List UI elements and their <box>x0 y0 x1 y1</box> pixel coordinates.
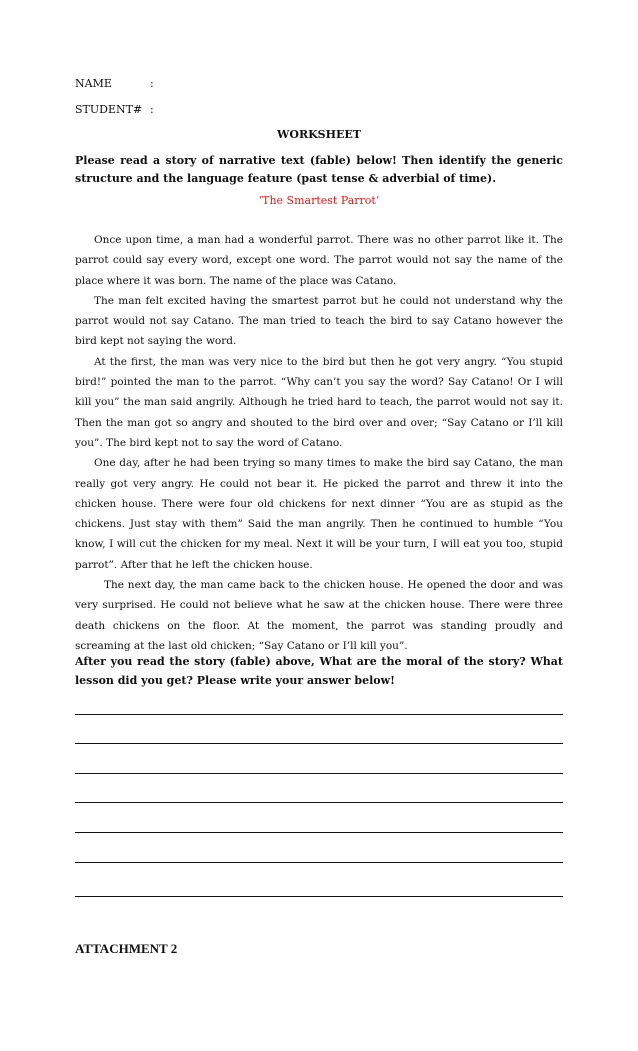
answer-line-4[interactable] <box>75 802 563 803</box>
story-paragraph-2: The man felt excited having the smartest parrot but he could not understand why the parrot would not say Catano. The man tried to teach the bird to say Catano however the bird kept not saying the word. <box>75 294 563 348</box>
student-number-field <box>75 103 154 116</box>
instructions: Please read a story of narrative text (fable) below! Then identify the generic structure and the language feature (past tense & adverbial of time). <box>75 154 563 185</box>
name-colon: : <box>150 77 154 90</box>
story-paragraph-3: At the first, the man was very nice to the bird but then he got very angry. “You stupid bird!” pointed the man to the parrot. “Why can’t you say the word? Say Catano! Or I will kill you” the man said angrily. Although he tried hard to teach, the parrot would not say it. Then the man got so angry and shouted to the bird over and over; “Say Catano or I’ll kill you”. The bird kept not to say the word of Catano. <box>75 355 563 449</box>
worksheet-title: WORKSHEET <box>277 128 361 141</box>
attachment-heading: ATTACHMENT 2 <box>75 941 178 956</box>
story-paragraph-5: The next day, the man came back to the chicken house. He opened the door and was very surprised. He could not believe what he saw at the chicken house. There were three death chickens on the floor. At the moment, the parrot was standing proudly and screaming at the last old chicken; “Say Catano or I’ll kill you”. <box>75 579 563 652</box>
answer-line-7[interactable] <box>75 896 563 897</box>
student-number-label: STUDENT# <box>75 103 143 116</box>
answer-line-6[interactable] <box>75 862 563 863</box>
moral-question: After you read the story (fable) above, What are the moral of the story? What lesson did you get? Please write your answer below! <box>75 655 563 687</box>
answer-line-1[interactable] <box>75 714 563 715</box>
name-label: NAME <box>75 77 112 90</box>
answer-line-5[interactable] <box>75 832 563 833</box>
story-title: ‘The Smartest Parrot’ <box>258 194 380 207</box>
answer-line-2[interactable] <box>75 743 563 744</box>
story-paragraph-4: One day, after he had been trying so many times to make the bird say Catano, the man really got very angry. He could not bear it. He picked the parrot and threw it into the chicken house. There were four old chickens for next dinner “You are as stupid as the chickens. Just stay with them” Said the man angrily. Then he continued to humble “You know, I will cut the chicken for my meal. Next it will be your turn, I will eat you too, stupid parrot”. After that he left the chicken house. <box>75 457 563 571</box>
student-number-colon: : <box>150 103 154 116</box>
answer-line-3[interactable] <box>75 773 563 774</box>
story-paragraph-1: Once upon time, a man had a wonderful parrot. There was no other parrot like it. The parrot could say every word, except one word. The parrot would not say the name of the place where it was born. The name of the place was Catano. <box>75 234 563 287</box>
story-text <box>75 230 563 656</box>
name-field <box>75 77 154 90</box>
